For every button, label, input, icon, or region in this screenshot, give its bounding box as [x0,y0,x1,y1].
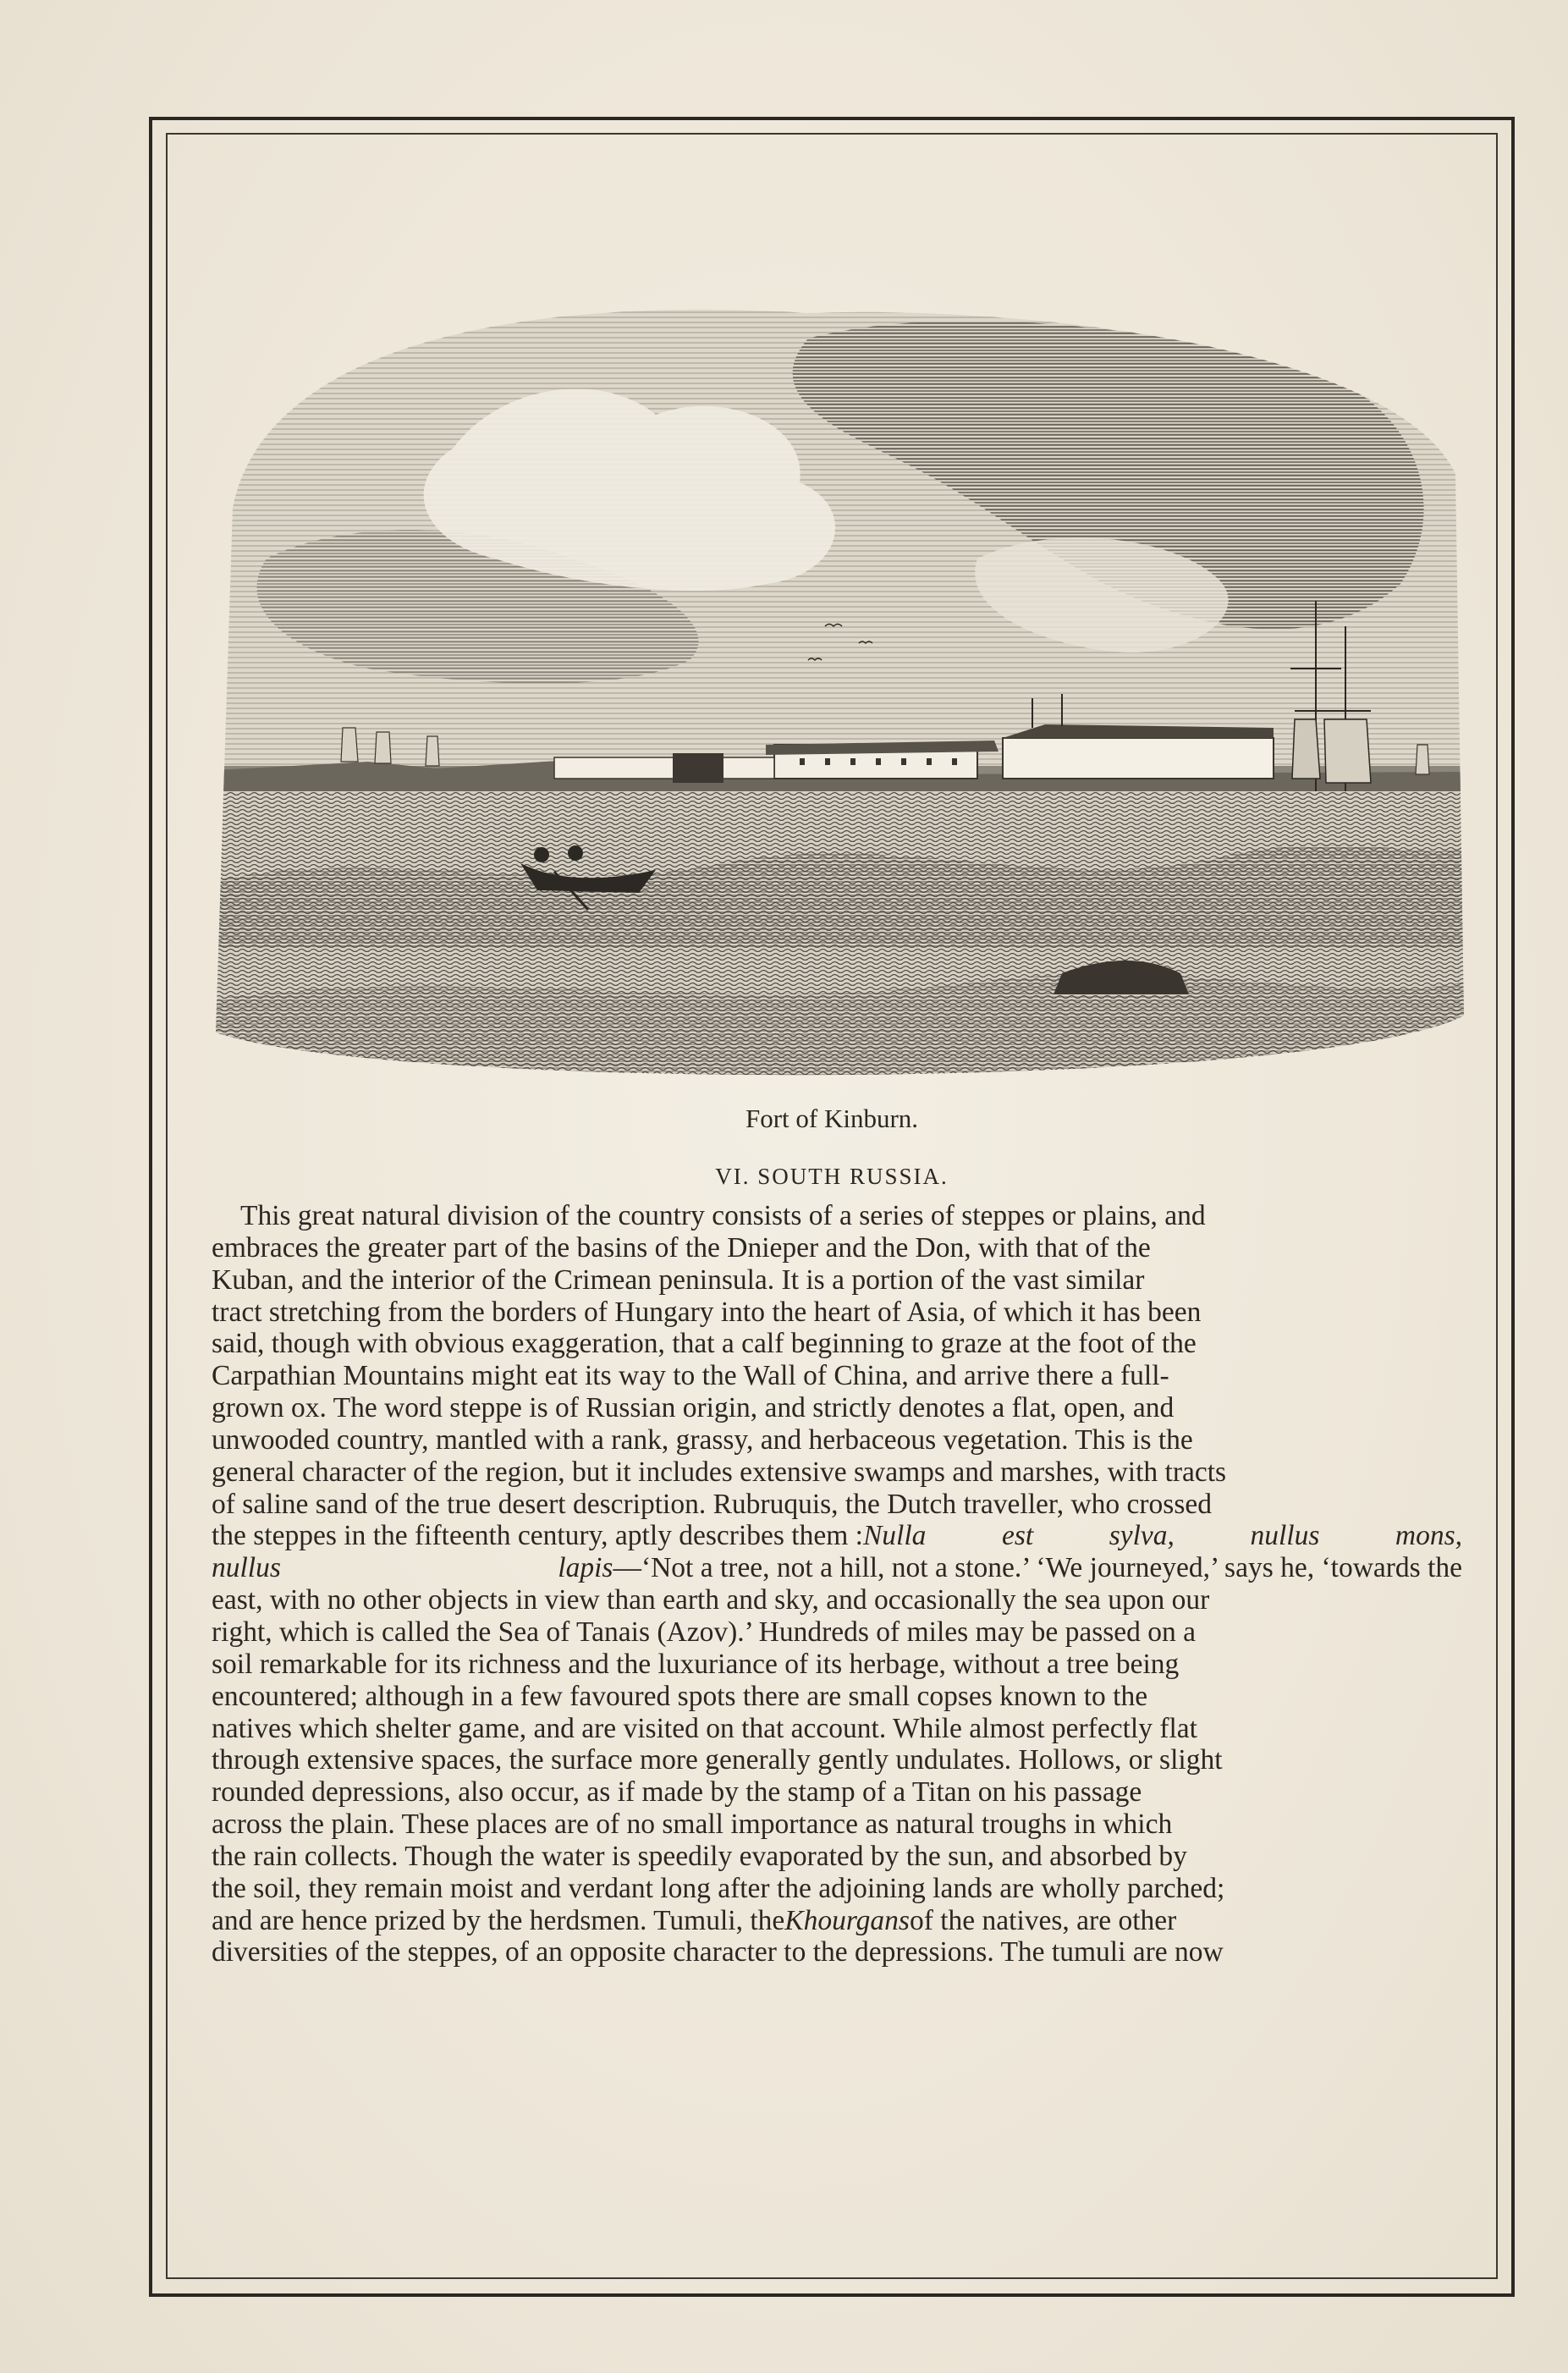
text-line: rounded depressions, also occur, as if made by the stamp of a Titan on his passage [212,1776,1142,1809]
latin-quote: nullus lapis [212,1552,613,1584]
text-line: right, which is called the Sea of Tanais (Azov).’ Hundreds of miles may be passed on a [212,1616,1197,1648]
latin-quote: Nulla est sylva, nullus mons, [862,1520,1462,1552]
text-line: the soil, they remain moist and verdant long after the adjoining lands are wholly parched; [212,1872,1225,1904]
text-line: soil remarkable for its richness and the luxuriance of its herbage, without a tree being [212,1648,1180,1680]
text-line: through extensive spaces, the surface more generally gently undulates. Hollows, or slight [212,1744,1223,1776]
text-line: tract stretching from the borders of Hungary into the heart of Asia, of which it has been [212,1296,1202,1328]
text-line: east, with no other objects in view than earth and sky, and occasionally the sea upon our [212,1584,1210,1616]
engraving-illustration [216,305,1464,1083]
text-line: Carpathian Mountains might eat its way to the Wall of China, and arrive there a full- [212,1360,1169,1392]
text-line: said, though with obvious exaggeration, that a calf beginning to graze at the foot of the [212,1328,1197,1360]
text-line: This great natural division of the country consists of a series of steppes or plains, and [240,1200,1206,1231]
text-line: embraces the greater part of the basins of the Dnieper and the Don, with that of the [212,1231,1151,1264]
khourgans-term: Khourgans [784,1904,910,1936]
text-line: encountered; although in a few favoured spots there are small copses known to the [212,1680,1148,1712]
text-line: grown ox. The word steppe is of Russian origin, and strictly denotes a flat, open, and [212,1392,1175,1424]
text-line: the steppes in the fifteenth century, aptly describes them :Nulla est sylva, nullus mons, [212,1520,1462,1552]
text-line: general character of the region, but it includes extensive swamps and marshes, with tracts [212,1456,1227,1488]
text-line: of saline sand of the true desert description. Rubruquis, the Dutch traveller, who crossed [212,1488,1213,1520]
text-line: unwooded country, mantled with a rank, grassy, and herbaceous vegetation. This is the [212,1423,1193,1456]
text-line: natives which shelter game, and are visited on that account. While almost perfectly flat [212,1712,1197,1744]
section-heading: VI. SOUTH RUSSIA. [715,1164,949,1189]
text-line: nullus lapis—‘Not a tree, not a hill, not a stone.’ ‘We journeyed,’ says he, ‘towards the [212,1552,1462,1584]
text-line: and are hence prized by the herdsmen. Tumuli, theKhourgansof the natives, are other [212,1904,1177,1936]
text-line: the rain collects. Though the water is speedily evaporated by the sun, and absorbed by [212,1840,1187,1872]
text-line: diversities of the steppes, of an opposite character to the depressions. The tumuli are now [212,1936,1224,1968]
text-line: Kuban, and the interior of the Crimean peninsula. It is a portion of the vast similar [212,1264,1145,1296]
figure-caption: Fort of Kinburn. [745,1104,919,1133]
body-text [212,1200,1462,1968]
text-line: across the plain. These places are of no small importance as natural troughs in which [212,1809,1173,1841]
